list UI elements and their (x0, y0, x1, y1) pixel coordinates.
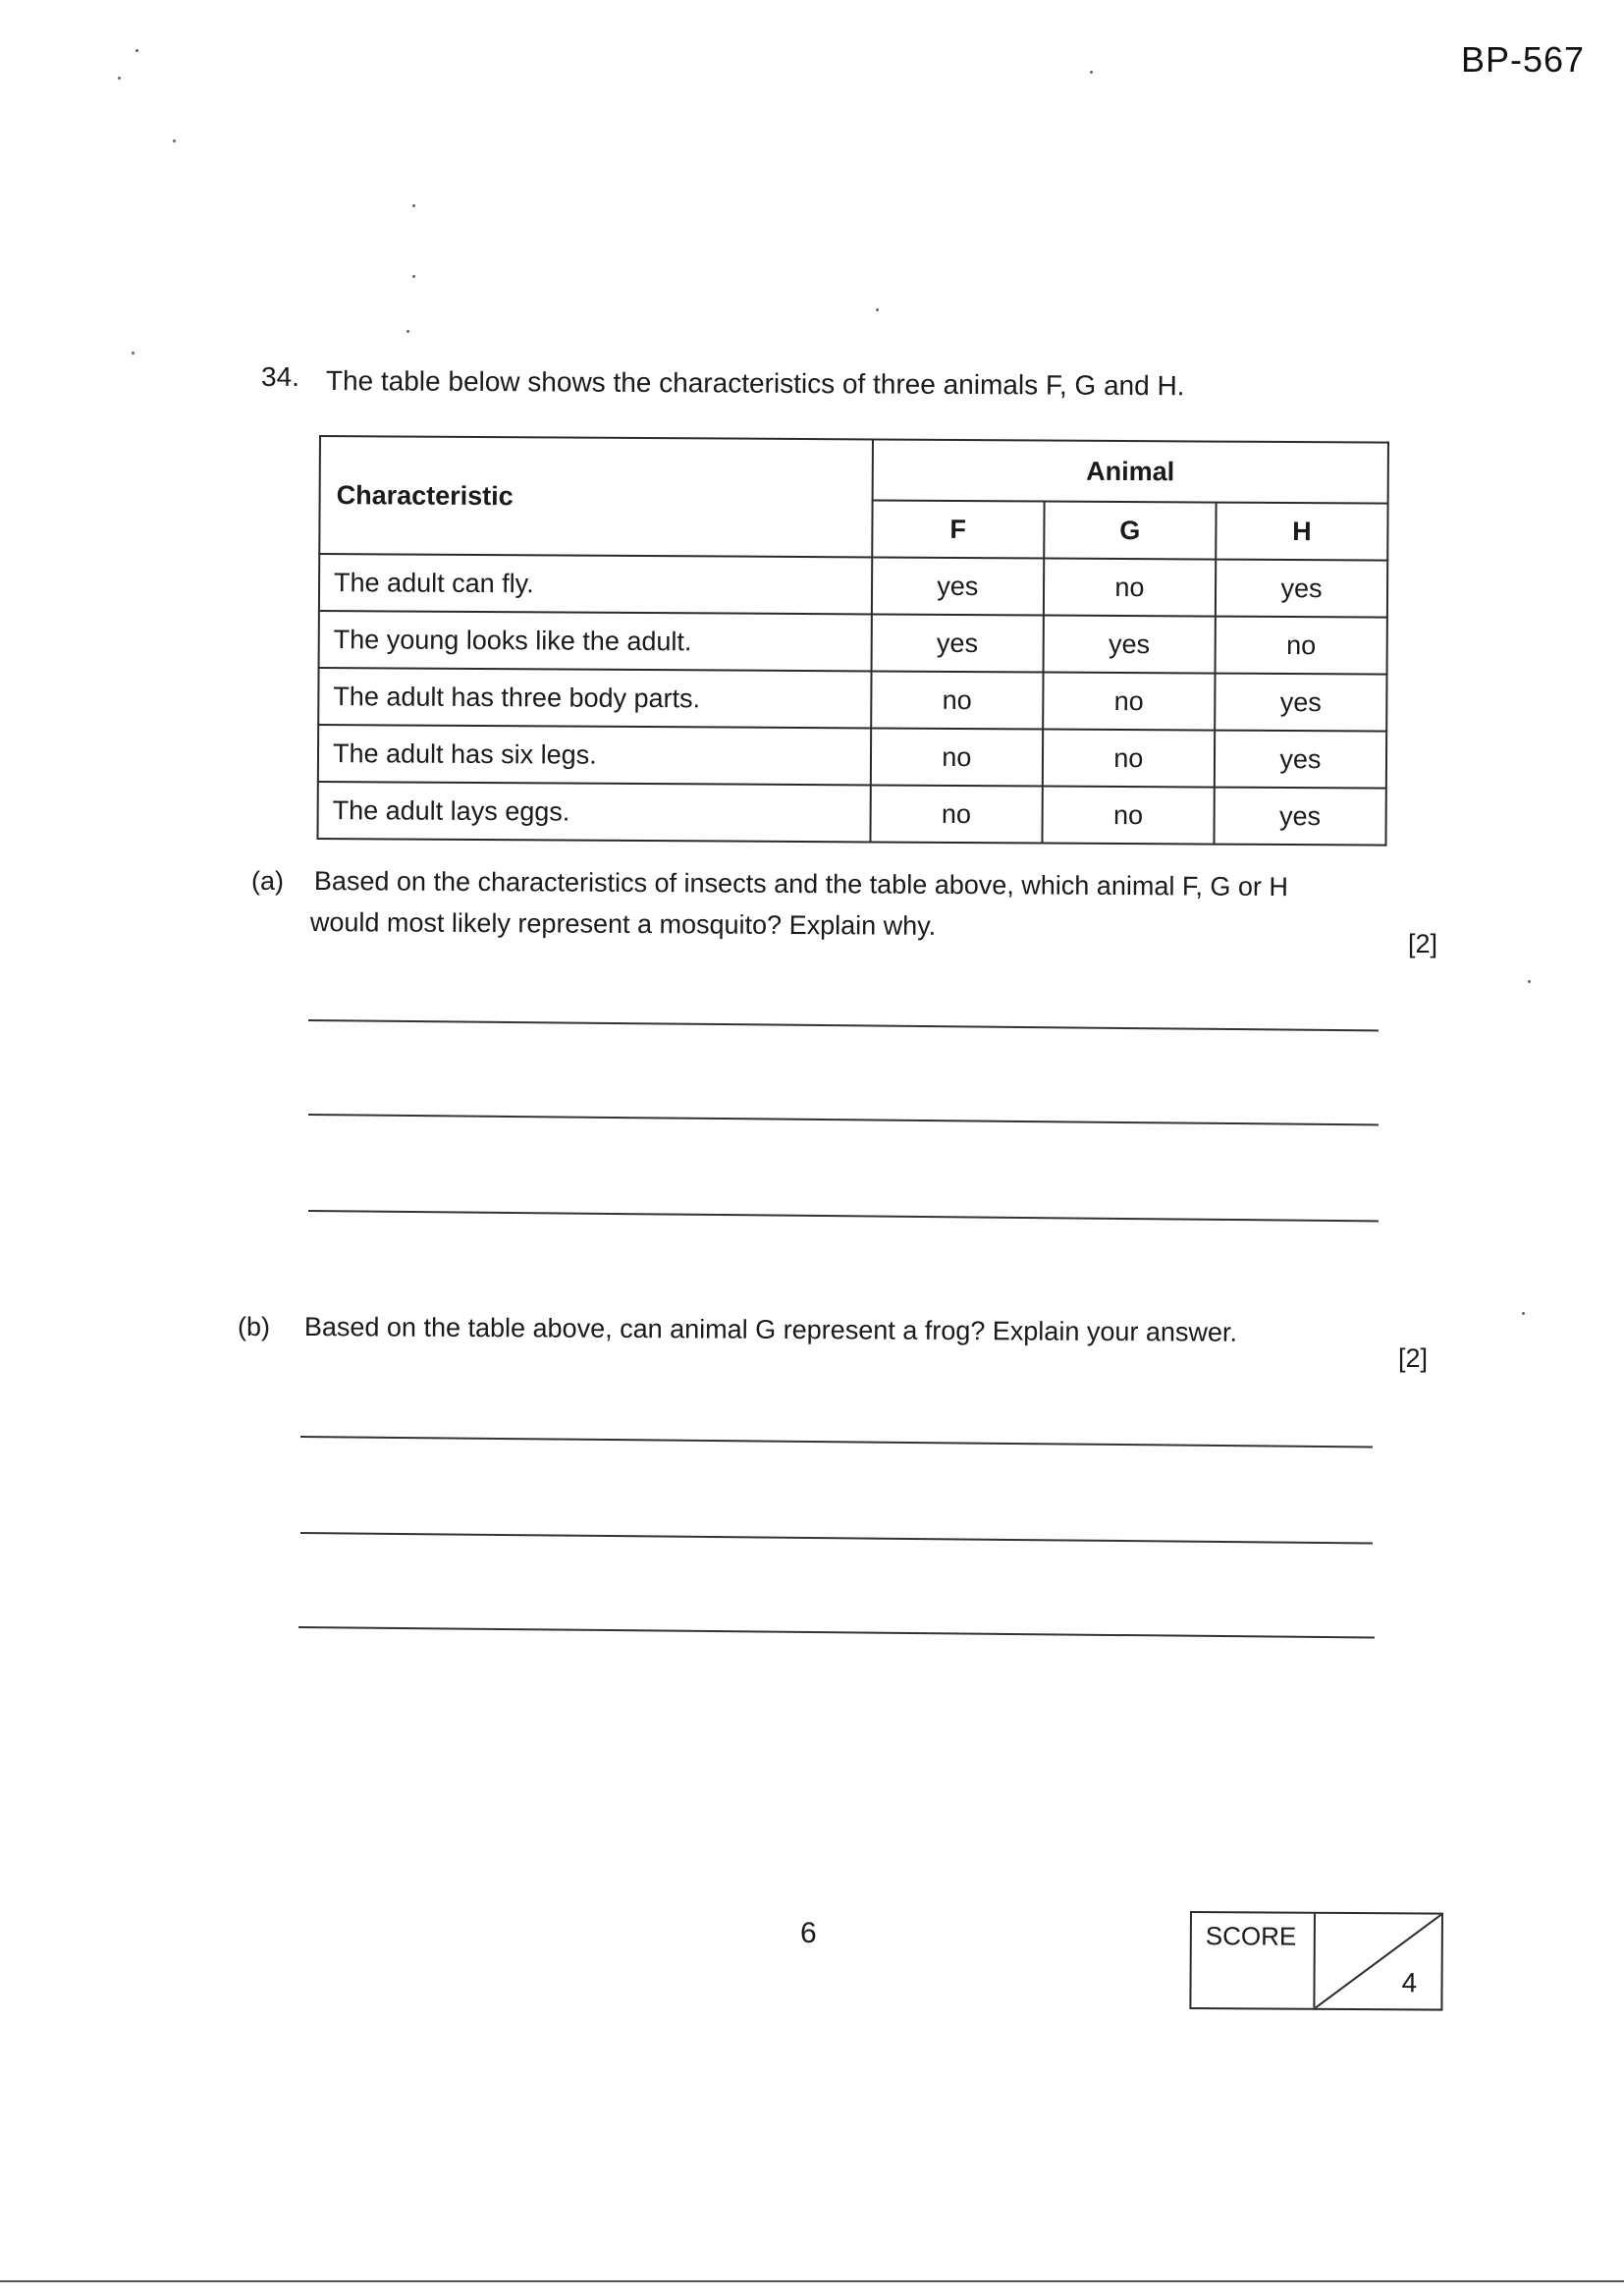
scan-speck (876, 308, 879, 311)
animal-header: Animal (872, 439, 1388, 503)
row-label: The adult can fly. (319, 554, 872, 614)
characteristics-table (316, 435, 1388, 847)
cell-g: no (1044, 559, 1216, 617)
row-label: The adult has six legs. (318, 725, 871, 785)
part-a-marks: [2] (1408, 929, 1438, 958)
answer-line-a1[interactable] (308, 1019, 1379, 1031)
cell-f: yes (871, 614, 1043, 672)
cell-h: yes (1215, 731, 1386, 789)
cell-f: no (871, 728, 1043, 786)
part-a-question-line2: would most likely represent a mosquito? Explain why. (309, 907, 937, 941)
answer-line-b2[interactable] (300, 1532, 1373, 1544)
column-header-g: G (1044, 502, 1216, 560)
scan-speck (132, 352, 135, 355)
scan-speck (1522, 1312, 1525, 1315)
part-b-marks: [2] (1398, 1343, 1429, 1373)
question-stem: The table below shows the characteristics of three animals F, G and H. (325, 365, 1185, 402)
scan-speck (1090, 71, 1093, 74)
cell-h: yes (1216, 560, 1387, 618)
scan-speck (406, 330, 409, 333)
scan-speck (173, 139, 176, 142)
cell-h: no (1215, 617, 1386, 675)
cell-f: yes (872, 557, 1044, 615)
scan-speck (412, 204, 415, 207)
scan-speck (135, 49, 138, 52)
answer-line-b3[interactable] (298, 1626, 1375, 1639)
score-label: SCORE (1205, 1921, 1297, 1951)
cell-g: no (1043, 730, 1215, 788)
characteristic-header: Characteristic (319, 436, 872, 557)
scan-speck (1528, 980, 1531, 983)
column-header-f: F (872, 500, 1044, 558)
row-label: The young looks like the adult. (319, 611, 872, 671)
row-label: The adult has three body parts. (318, 668, 871, 728)
cell-g: yes (1043, 616, 1215, 674)
answer-line-a3[interactable] (308, 1210, 1379, 1222)
page-code: BP-567 (1461, 39, 1586, 80)
cell-h: yes (1214, 788, 1385, 846)
table-row (317, 782, 1385, 846)
cell-g: no (1042, 787, 1214, 845)
cell-f: no (871, 671, 1043, 729)
question-number: 34. (261, 361, 299, 392)
answer-line-a2[interactable] (308, 1114, 1379, 1125)
score-box (1189, 1911, 1443, 2011)
answer-line-b1[interactable] (300, 1436, 1373, 1448)
row-label: The adult lays eggs. (317, 782, 870, 842)
bottom-edge-rule (0, 2280, 1624, 2282)
part-a-letter: (a) (251, 866, 284, 896)
part-a-question-line1: Based on the characteristics of insects and the table above, which animal F, G or H (313, 866, 1288, 902)
cell-f: no (870, 785, 1042, 843)
part-b-letter: (b) (238, 1312, 270, 1341)
table-row (318, 725, 1386, 789)
cell-g: no (1043, 673, 1215, 731)
scan-speck (118, 77, 121, 80)
part-b-question: Based on the table above, can animal G represent a frog? Explain your answer. (303, 1312, 1238, 1347)
page-number: 6 (800, 1917, 817, 1949)
table-header-row (320, 436, 1388, 504)
column-header-h: H (1216, 503, 1387, 561)
table-row (318, 668, 1386, 732)
scan-speck (412, 275, 415, 278)
score-total: 4 (1401, 1967, 1418, 1998)
score-diagonal-line (1315, 1914, 1441, 2009)
cell-h: yes (1215, 674, 1386, 732)
table-row (319, 554, 1387, 618)
table-row (319, 611, 1387, 675)
